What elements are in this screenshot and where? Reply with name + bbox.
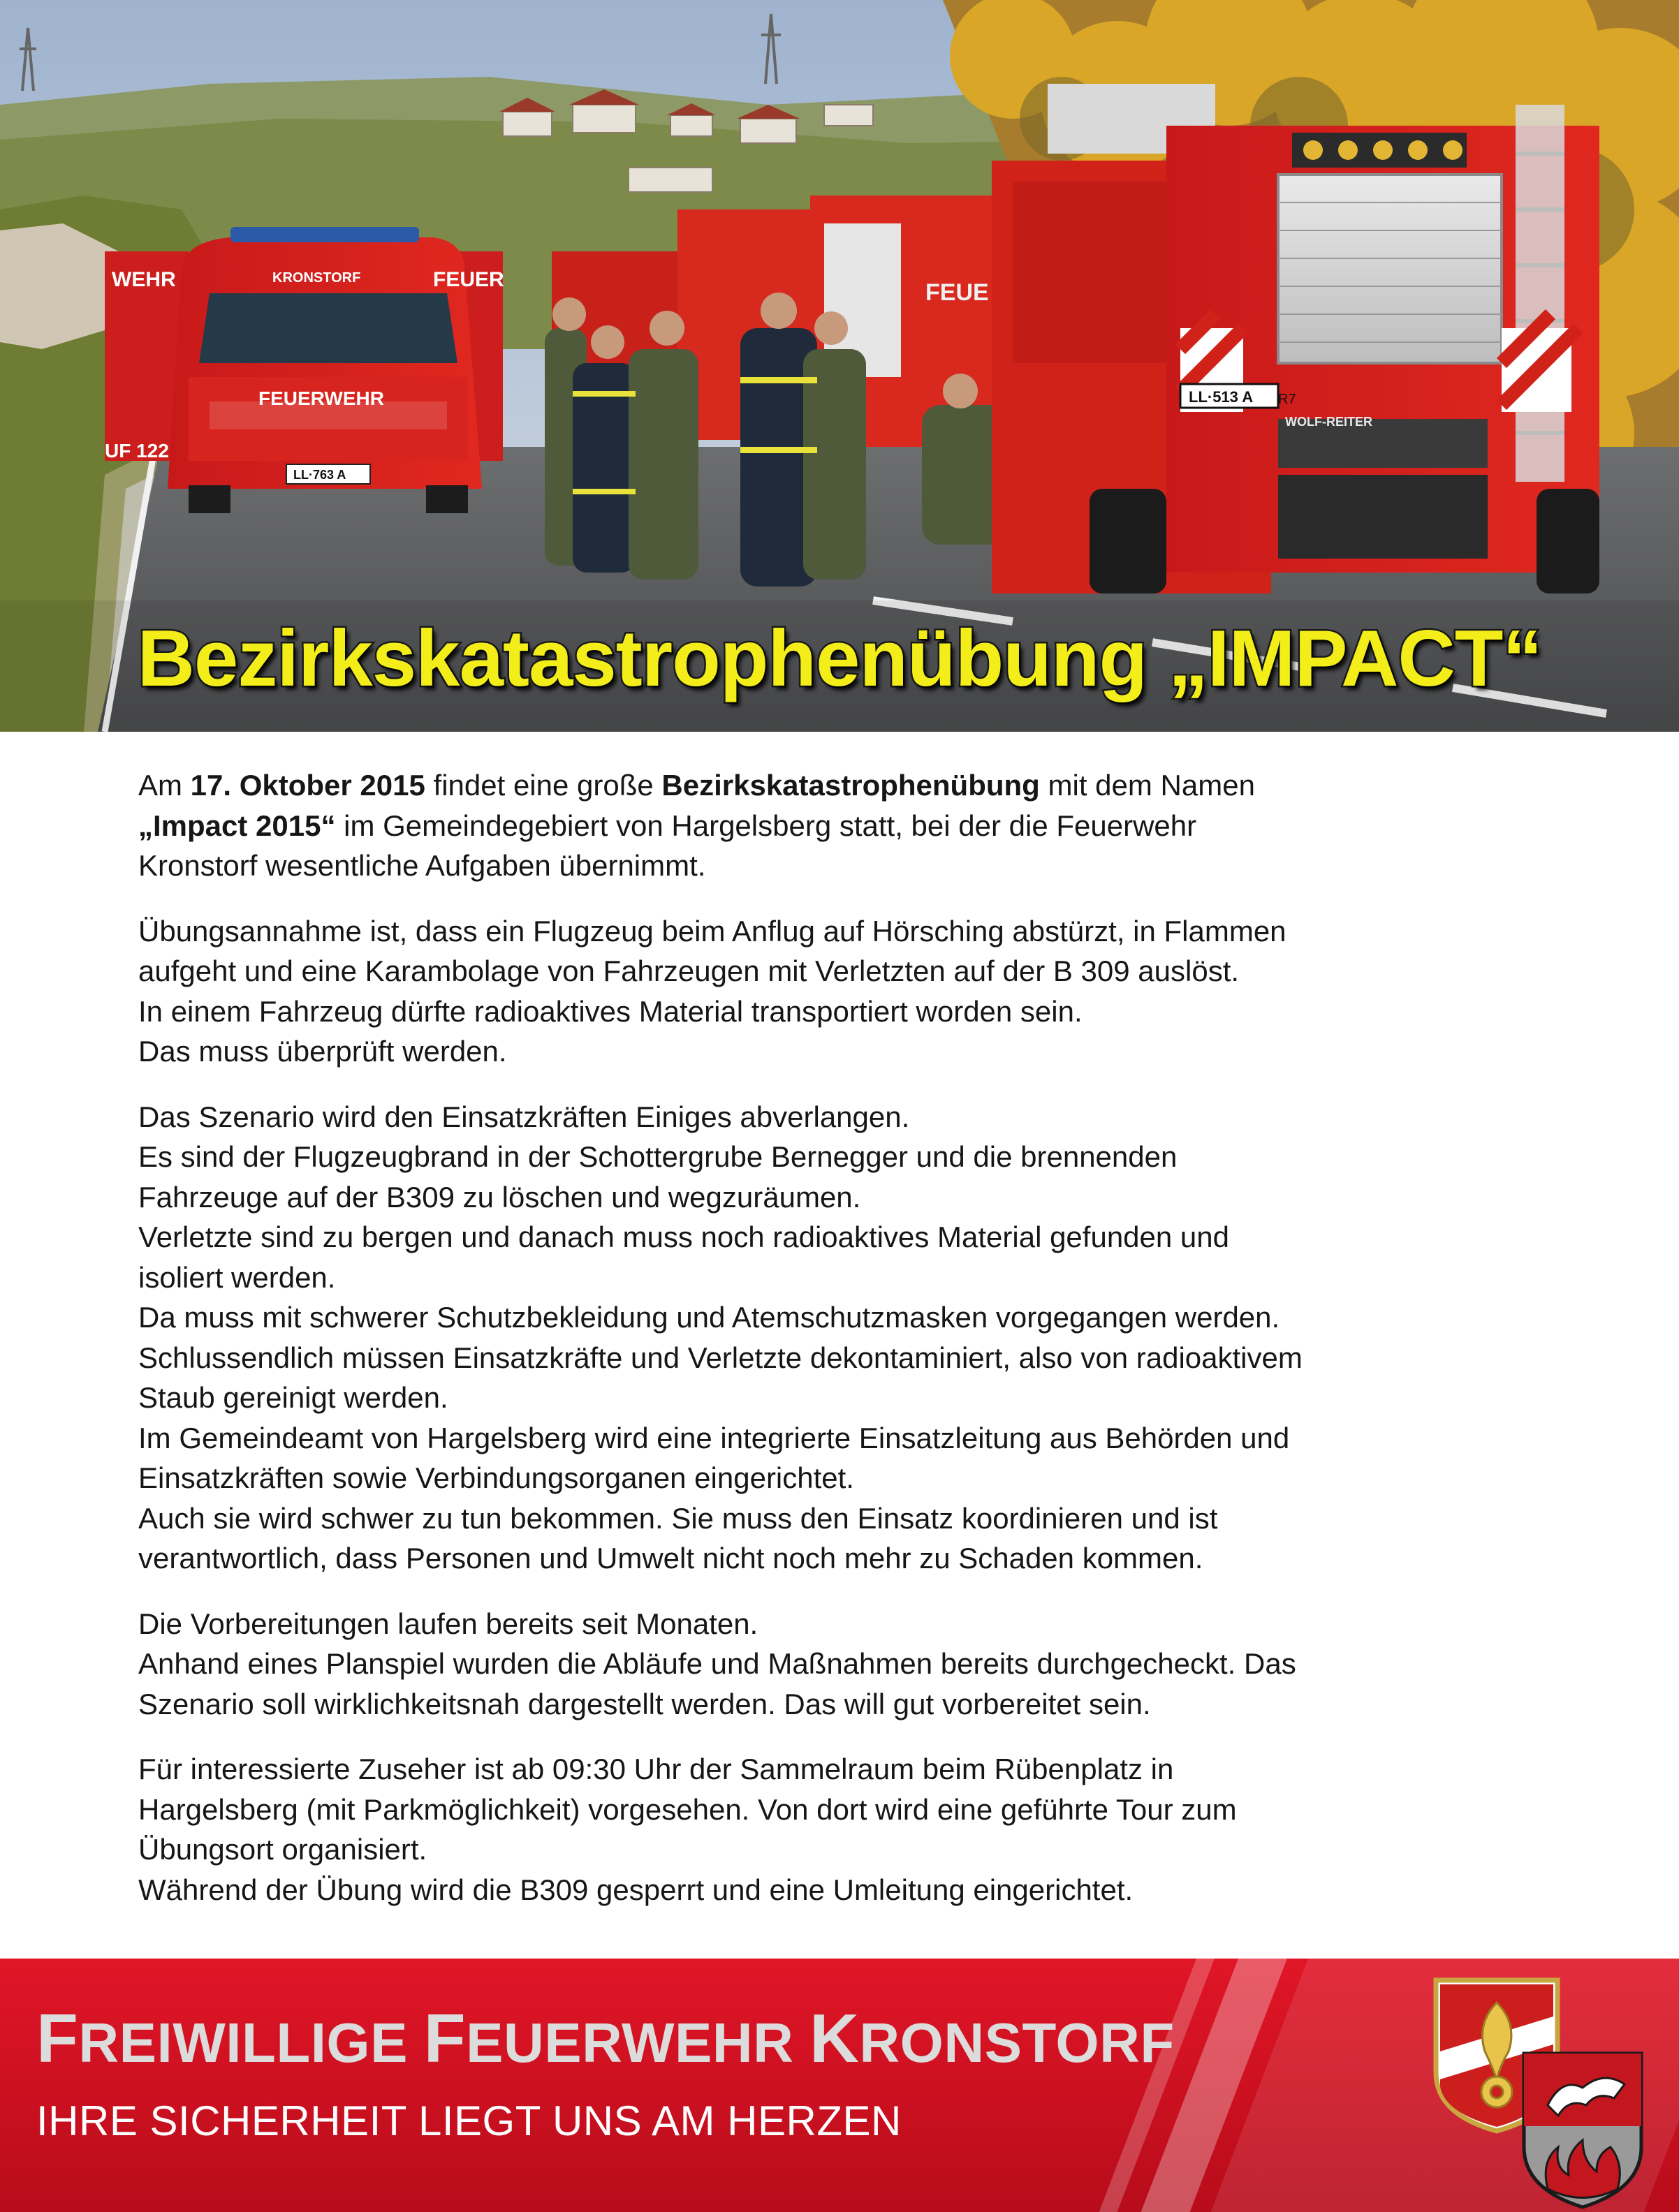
event-type: Bezirkskatastrophenübung: [661, 769, 1040, 802]
text-line: In einem Fahrzeug dürfte radioaktives Material transportiert worden sein.: [138, 994, 1083, 1028]
hero-photo: [0, 0, 1679, 732]
van-hood-label: FEUERWEHR: [258, 388, 384, 409]
van-plate-label: LL·763 A: [293, 468, 346, 482]
text-run: im Gemeindegebiert von Hargelsberg statt, bei der die Feuerwehr: [335, 809, 1197, 842]
text-line: [138, 765, 1556, 806]
text-line: aufgeht und eine Karambolage von Fahrzeugen mit Verletzten auf der B 309 auslöst.: [138, 954, 1240, 987]
text-run: REIWILLIGE: [78, 2012, 424, 2074]
text-run: EUERWEHR: [466, 2012, 810, 2074]
footer-banner: [0, 1959, 1679, 2212]
text-line: isoliert werden.: [138, 1260, 336, 1294]
text-run: Am: [138, 769, 191, 802]
text-line: Da muss mit schwerer Schutzbekleidung und Atemschutzmasken vorgegangen werden.: [138, 1301, 1280, 1334]
text-run: mit dem Namen: [1039, 769, 1255, 802]
text-line: Staub gereinigt werden.: [138, 1381, 448, 1414]
text-line: Szenario soll wirklichkeitsnah dargestellt werden. Das will gut vorbereitet sein.: [138, 1687, 1151, 1720]
page-headline: Bezirkskatastrophenübung „IMPACT“: [137, 614, 1542, 703]
text-line: Es sind der Flugzeugbrand in der Schottergrube Bernegger und die brennenden: [138, 1140, 1178, 1173]
article-paragraph: [138, 1097, 1556, 1579]
text-line: Hargelsberg (mit Parkmöglichkeit) vorgesehen. Von dort wird eine geführte Tour zum: [138, 1792, 1237, 1826]
truck-door-label: FEUE: [925, 279, 989, 306]
text-line: Einsatzkräften sowie Verbindungsorganen eingerichtet.: [138, 1461, 854, 1494]
text-line: Das muss überprüft werden.: [138, 1035, 507, 1068]
text-line: Anhand eines Planspiel wurden die Abläufe und Maßnahmen bereits durchgecheckt. Das: [138, 1647, 1296, 1680]
organization-slogan: IHRE SICHERHEIT LIEGT UNS AM HERZEN: [36, 2097, 902, 2144]
text-run: F: [423, 2000, 467, 2077]
text-line: Während der Übung wird die B309 gesperrt und eine Umleitung eingerichtet.: [138, 1873, 1134, 1906]
text-line: Für interessierte Zuseher ist ab 09:30 Uhr der Sammelraum beim Rübenplatz in: [138, 1753, 1174, 1785]
text-line: Das Szenario wird den Einsatzkräften Einiges abverlangen.: [138, 1100, 910, 1133]
text-line: Auch sie wird schwer zu tun bekommen. Sie muss den Einsatz koordinieren und ist: [138, 1501, 1218, 1535]
text-line: Kronstorf wesentliche Aufgaben übernimmt.: [138, 849, 706, 882]
article-paragraph: [138, 911, 1556, 1072]
text-line: [138, 806, 1556, 846]
article-paragraph: [138, 1604, 1556, 1725]
organization-name: [36, 1999, 1175, 2078]
text-line: Schlussendlich müssen Einsatzkräfte und Verletzte dekontaminiert, also von radioaktivem: [138, 1341, 1303, 1374]
text-line: Fahrzeuge auf der B309 zu löschen und wegzuräumen.: [138, 1180, 861, 1214]
text-line: Übungsort organisiert.: [138, 1833, 427, 1866]
text-line: Die Vorbereitungen laufen bereits seit Monaten.: [138, 1607, 758, 1640]
article-paragraph: [138, 765, 1556, 886]
van-roof-label: KRONSTORF: [272, 270, 361, 286]
text-line: verantwortlich, dass Personen und Umwelt nicht noch mehr zu Schaden kommen.: [138, 1542, 1203, 1575]
text-run: K: [809, 2000, 860, 2077]
van-right-door-label: FEUER: [433, 268, 504, 291]
text-line: Übungsannahme ist, dass ein Flugzeug beim Anflug auf Hörsching abstürzt, in Flammen: [138, 914, 1286, 948]
event-name: „Impact 2015“: [138, 809, 336, 842]
truck-plate-label: LL·513 A: [1189, 388, 1254, 406]
text-run: F: [36, 2000, 79, 2077]
municipal-crest-icon: [1520, 2049, 1645, 2211]
van-callsign-label: UF 122: [105, 440, 169, 462]
truck-body-label: WOLF-REITER: [1285, 415, 1372, 429]
text-run: RONSTORF: [859, 2012, 1175, 2074]
truck-model-label: R7: [1278, 392, 1296, 407]
article-body: [138, 765, 1556, 1935]
text-line: Verletzte sind zu bergen und danach muss noch radioaktives Material gefunden und: [138, 1221, 1229, 1253]
text-run: findet eine große: [425, 769, 662, 802]
van-left-door-label: WEHR: [112, 268, 176, 291]
event-date: 17. Oktober 2015: [190, 769, 425, 802]
text-line: Im Gemeindeamt von Hargelsberg wird eine integrierte Einsatzleitung aus Behörden und: [138, 1421, 1290, 1454]
article-paragraph: [138, 1749, 1556, 1910]
